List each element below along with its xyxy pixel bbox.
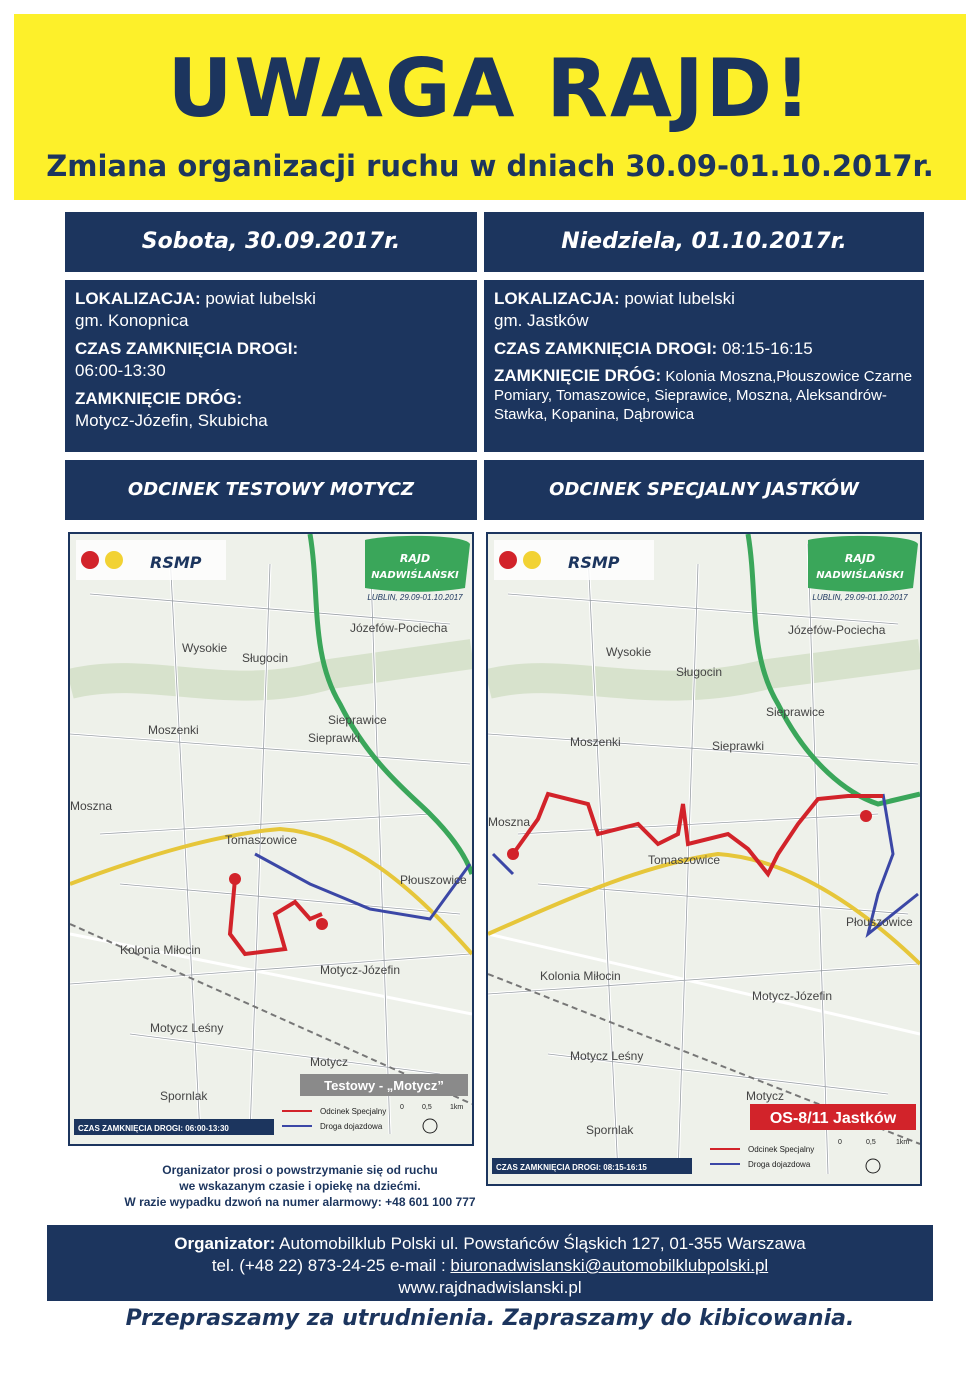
organizer-phone: tel. (+48 22) 873-24-25 e-mail : — [211, 1256, 446, 1275]
scale-05: 0,5 — [422, 1104, 432, 1111]
place-label: Motycz — [746, 1089, 785, 1103]
day-heading-saturday: Sobota, 30.09.2017r. — [65, 212, 477, 272]
map-special-stage — [486, 532, 922, 1186]
place-label: Tomaszowice — [225, 833, 298, 847]
rally-logo-line1: RAJD — [399, 552, 431, 565]
place-label: Płouszowice — [846, 915, 913, 929]
organizer-box — [47, 1225, 933, 1301]
place-label: Sługocin — [676, 665, 723, 679]
place-label: Sieprawice — [328, 713, 387, 727]
saturday-info — [65, 280, 477, 452]
place-label: Moszna — [70, 799, 113, 813]
organizer-address: Automobilklub Polski ul. Powstańców Śląskich 127, 01-355 Warszawa — [279, 1234, 806, 1253]
place-label: Moszenki — [570, 735, 621, 749]
roads-value: Motycz-Józefin, Skubicha — [75, 411, 268, 430]
section-heading-test: ODCINEK TESTOWY MOTYCZ — [65, 460, 477, 520]
place-label: Motycz — [310, 1055, 349, 1069]
section-heading-special: ODCINEK SPECJALNY JASTKÓW — [484, 460, 924, 520]
place-label: Józefów-Pociecha — [350, 621, 448, 635]
gmina: gm. Konopnica — [75, 311, 189, 330]
legend-special: Odcinek Specjalny — [320, 1107, 387, 1116]
rally-logo-line2: NADWIŚLAŃSKI — [371, 570, 459, 581]
scale-05: 0,5 — [866, 1139, 876, 1146]
location-label: LOKALIZACJA: — [75, 289, 201, 308]
place-label: Kolonia Miłocin — [540, 969, 621, 983]
roads-label: ZAMKNIĘCIE DRÓG: — [75, 389, 243, 408]
place-label: Motycz-Józefin — [320, 963, 401, 977]
rsmp-logo: RSMP — [150, 553, 202, 572]
map-closure-time: CZAS ZAMKNIĘCIA DROGI: 08:15-16:15 — [496, 1163, 647, 1172]
place-label: Tomaszowice — [648, 853, 721, 867]
stage-tag: Testowy - „Motycz” — [324, 1078, 444, 1093]
stage-tag: OS-8/11 Jastków — [769, 1110, 897, 1127]
notice-text — [40, 1162, 560, 1210]
map-test-stage — [68, 532, 474, 1146]
location-value: powiat lubelski — [624, 289, 735, 308]
place-label: Sieprawki — [712, 739, 765, 753]
place-label: Płouszowice — [400, 873, 467, 887]
place-label: Moszenki — [148, 723, 199, 737]
place-label: Spornlak — [160, 1089, 208, 1103]
rsmp-logo: RSMP — [568, 553, 620, 572]
location-label: LOKALIZACJA: — [494, 289, 620, 308]
place-label: Motycz-Józefin — [752, 989, 833, 1003]
rally-place-date: LUBLIN, 29.09-01.10.2017 — [367, 593, 463, 602]
legend-access: Droga dojazdowa — [748, 1160, 811, 1169]
map-closure-time: CZAS ZAMKNIĘCIA DROGI: 06:00-13:30 — [78, 1124, 229, 1133]
day-heading-sunday: Niedziela, 01.10.2017r. — [484, 212, 924, 272]
place-label: Józefów-Pociecha — [788, 623, 886, 637]
place-label: Kolonia Miłocin — [120, 943, 201, 957]
closure-time-value: 08:15-16:15 — [721, 339, 813, 358]
rally-logo-line1: RAJD — [844, 552, 876, 565]
roads-value: Kolonia Moszna,Płouszowice Czarne Pomiary, Tomaszowice, Sieprawice, Moszna, Aleksandrów-Stawka, Kopanina, Dąbrowica — [494, 368, 913, 423]
legend-special: Odcinek Specjalny — [748, 1145, 815, 1154]
organizer-website[interactable]: www.rajdnadwislanski.pl — [398, 1278, 582, 1297]
scale-1: 1km — [450, 1104, 464, 1111]
place-label: Sieprawki — [308, 731, 361, 745]
place-label: Sługocin — [242, 651, 289, 665]
page-subtitle: Zmiana organizacji ruchu w dniach 30.09-01.10.2017r. — [46, 149, 934, 183]
header-banner — [14, 14, 966, 200]
place-label: Motycz Leśny — [150, 1021, 224, 1035]
rally-logo-line2: NADWIŚLAŃSKI — [816, 570, 904, 581]
place-label: Sieprawice — [766, 705, 825, 719]
rally-place-date: LUBLIN, 29.09-01.10.2017 — [812, 593, 908, 602]
notice-line2: we wskazanym czasie i opiekę na dziećmi. — [179, 1179, 421, 1193]
notice-line3: W razie wypadku dzwoń na numer alarmowy: +48 601 100 777 — [124, 1195, 476, 1209]
place-label: Wysokie — [182, 641, 228, 655]
scale-0: 0 — [838, 1139, 842, 1146]
closure-time-value: 06:00-13:30 — [75, 361, 166, 380]
closure-time-label: CZAS ZAMKNIĘCIA DROGI: — [494, 339, 718, 358]
footer-message: Przepraszamy za utrudnienia. Zapraszamy do kibicowania. — [125, 1306, 855, 1331]
place-label: Wysokie — [606, 645, 652, 659]
sunday-info — [484, 280, 924, 452]
scale-0: 0 — [400, 1104, 404, 1111]
legend-access: Droga dojazdowa — [320, 1122, 383, 1131]
location-value: powiat lubelski — [205, 289, 316, 308]
page-title: UWAGA RAJD! — [167, 42, 813, 135]
scale-1: 1km — [896, 1139, 910, 1146]
place-label: Spornlak — [586, 1123, 634, 1137]
place-label: Moszna — [488, 815, 531, 829]
place-label: Motycz Leśny — [570, 1049, 644, 1063]
closure-time-label: CZAS ZAMKNIĘCIA DROGI: — [75, 339, 299, 358]
organizer-email-link[interactable]: biuronadwislanski@automobilklubpolski.pl — [450, 1256, 769, 1275]
roads-label: ZAMKNIĘCIE DRÓG: — [494, 366, 662, 385]
gmina: gm. Jastków — [494, 311, 589, 330]
notice-line1: Organizator prosi o powstrzymanie się od ruchu — [162, 1163, 438, 1177]
organizer-label: Organizator: — [174, 1234, 276, 1253]
